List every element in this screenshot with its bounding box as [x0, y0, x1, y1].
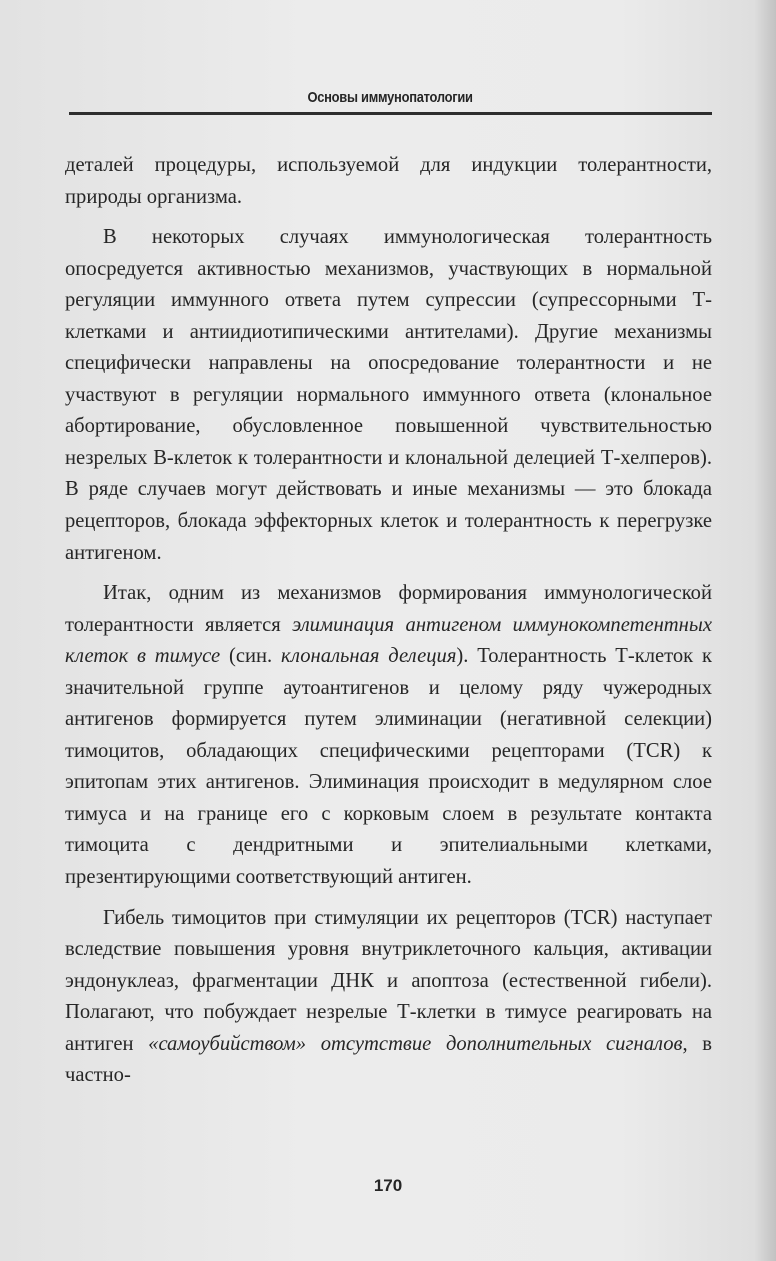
paragraph: [65, 150, 712, 213]
body-text: [65, 150, 712, 1092]
text-run: ). Толерантность Т-клеток к значительной группе аутоантигенов и целому ряду чужеродных антигенов формируется путем элиминации (негативной селекции) тимоцитов, обладающих специфическими рецепторами (TCR) к эпитопам этих антигенов. Элиминация происходит в медулярном слое тимуса и на границе его с корковым слоем в результате контакта тимоцита с дендритными и эпителиальными клетками, презентирующими соответствующий антиген.: [65, 645, 712, 889]
italic-term: клональная делеция: [280, 645, 457, 668]
text-run: Итак, одним из механизмов формирования иммунологической толерантности является: [65, 582, 712, 636]
text-run: деталей процедуры, используемой для индукции толерантности, природы организма.: [65, 154, 712, 208]
page-number: 170: [373, 1176, 403, 1195]
text-run: Гибель тимоцитов при стимуляции их рецепторов (TCR) наступает вследствие повышения уровня внутриклеточного кальция, активации эндонуклеаз, фрагментации ДНК и апоптоза (естественной гибели). Полагают, что побуждает незрелые Т-клетки в тимусе реагировать на антиген: [65, 906, 712, 1055]
text-run: В некоторых случаях иммунологическая толерантность опосредуется активностью механизмов, участвующих в нормальной регуляции иммунного ответа путем супрессии (супрессорными Т-клетками и антиидиотипическими антителами). Другие механизмы специфически направлены на опосредование толерантности и не участвуют в регуляции нормального иммунного ответа (клональное абортирование, обусловленное повышенной чувствительностью незрелых В-клеток к толерантности и клональной делецией Т-хелперов). В ряде случаев могут действовать и иные механизмы — это блокада рецепторов, блокада эффекторных клеток и толерантность к перегрузке антигеном.: [65, 226, 712, 564]
italic-term: «самоубийством» отсутствие дополнительных сигналов: [148, 1032, 683, 1055]
page-spine-shadow: [754, 0, 776, 1261]
running-head: [69, 84, 712, 115]
paragraph: [65, 903, 712, 1092]
text-run: , в частно-: [65, 1032, 712, 1087]
paragraph: [65, 222, 712, 569]
text-run: (син.: [220, 645, 281, 668]
running-head-title: Основы иммунопатологии: [307, 89, 474, 106]
paragraph: [65, 578, 712, 893]
italic-term: элиминация антигеном иммунокомпетентных клеток в тимусе: [65, 613, 712, 668]
